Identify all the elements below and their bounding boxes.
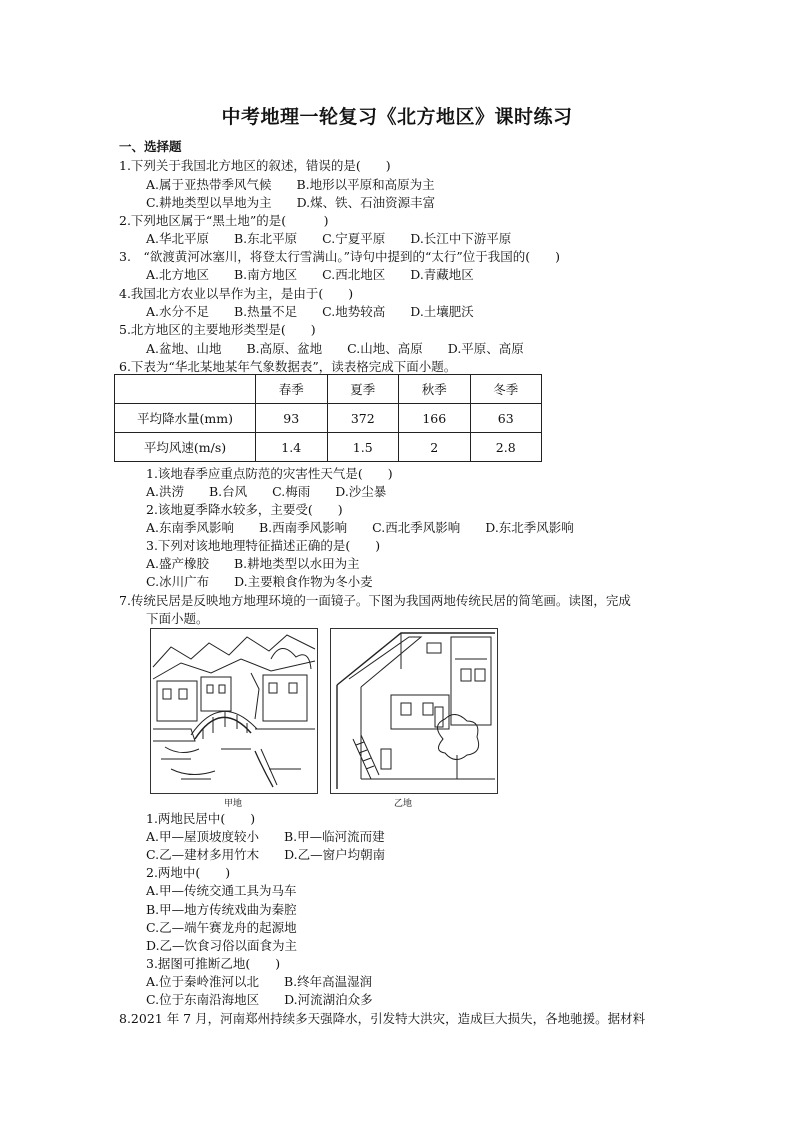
q7-stem-line2: 下面小题。 [146,611,209,626]
q5-options: A.盆地、山地 B.高原、盆地 C.山地、高原 D.平原、高原 [146,341,524,356]
q6-sub1-options: A.洪涝 B.台风 C.梅雨 D.沙尘暴 [146,484,387,499]
q6-sub3-options-ab: A.盛产橡胶 B.耕地类型以水田为主 [146,556,360,571]
q4-options: A.水分不足 B.热量不足 C.地势较高 D.土壤肥沃 [146,304,474,319]
page-title: 中考地理一轮复习《北方地区》课时练习 [221,106,573,128]
table-header-cell: 秋季 [399,375,471,404]
table-header-cell: 冬季 [470,375,542,404]
q1-options-ab: A.属于亚热带季风气候 B.地形以平原和高原为主 [146,177,435,192]
figure-jia-caption: 甲地 [224,799,243,809]
table-header-cell: 夏季 [327,375,399,404]
table-cell: 166 [399,404,471,433]
table-cell: 93 [256,404,328,433]
table-row-label: 平均降水量(mm) [115,404,256,433]
courtyard-house-sketch [331,629,497,793]
q7-sub3-options-cd: C.位于东南沿海地区 D.河流湖泊众多 [146,992,373,1007]
q7-sub2-option-c: C.乙—端午赛龙舟的起源地 [146,920,297,935]
q7-sub1-options-ab: A.甲—屋顶坡度较小 B.甲—临河流而建 [146,829,385,844]
q7-sub1-stem: 1.两地民居中( ) [146,811,256,826]
table-cell: 2 [399,433,471,462]
table-cell: 1.4 [256,433,328,462]
q1-stem: 1.下列关于我国北方地区的叙述，错误的是( ) [119,158,391,173]
q6-sub2-stem: 2.该地夏季降水较多，主要受( ) [146,502,343,517]
q6-sub1-stem: 1.该地春季应重点防范的灾害性天气是( ) [146,466,393,481]
table-cell: 1.5 [327,433,399,462]
q7-sub3-stem: 3.据图可推断乙地( ) [146,956,281,971]
q6-sub3-stem: 3.下列对该地地理特征描述正确的是( ) [146,538,381,553]
q1-options-cd: C.耕地类型以旱地为主 D.煤、铁、石油资源丰富 [146,195,436,210]
q2-stem: 2.下列地区属于“黑土地”的是( ) [119,213,329,228]
table-row [115,433,542,462]
q3-options: A.北方地区 B.南方地区 C.西北地区 D.青藏地区 [146,267,474,282]
table-row [115,404,542,433]
q2-options: A.华北平原 B.东北平原 C.宁夏平原 D.长江中下游平原 [146,231,512,246]
q7-sub2-option-d: D.乙—饮食习俗以面食为主 [146,938,298,953]
canal-town-sketch [151,629,317,793]
figure-yi-courtyard-dwelling [330,628,498,794]
q7-sub3-options-ab: A.位于秦岭淮河以北 B.终年高温湿润 [146,974,373,989]
q4-stem: 4.我国北方农业以旱作为主，是由于( ) [119,286,354,301]
figure-jia-canal-dwelling [150,628,318,794]
table-cell: 63 [470,404,542,433]
q7-sub2-stem: 2.两地中( ) [146,865,231,880]
q3-stem: 3. “欲渡黄河冰塞川，将登太行雪满山。”诗句中提到的“太行”位于我国的( ) [119,249,560,264]
q8-stem: 8.2021 年 7 月，河南郑州持续多天强降水，引发特大洪灾，造成巨大损失，各地驰援。据材料 [119,1011,646,1026]
table-header-row [115,375,542,404]
table-cell: 372 [327,404,399,433]
q7-sub1-options-cd: C.乙—建材多用竹木 D.乙—窗户均朝南 [146,847,386,862]
weather-data-table [114,374,542,462]
figure-yi-caption: 乙地 [394,799,413,809]
q6-sub2-options: A.东南季风影响 B.西南季风影响 C.西北季风影响 D.东北季风影响 [146,520,574,535]
q7-sub2-option-b: B.甲—地方传统戏曲为秦腔 [146,902,297,917]
section-heading: 一、选择题 [119,139,182,154]
table-row-label: 平均风速(m/s) [115,433,256,462]
table-cell: 2.8 [470,433,542,462]
table-header-cell [115,375,256,404]
q6-stem: 6.下表为“华北某地某年气象数据表”，读表格完成下面小题。 [119,359,457,374]
table-header-cell: 春季 [256,375,328,404]
q7-sub2-option-a: A.甲—传统交通工具为马车 [146,883,297,898]
q7-stem-line1: 7.传统民居是反映地方地理环境的一面镜子。下图为我国两地传统民居的简笔画。读图，完成 [119,593,631,608]
q6-sub3-options-cd: C.冰川广布 D.主要粮食作物为冬小麦 [146,574,373,589]
q5-stem: 5.北方地区的主要地形类型是( ) [119,322,316,337]
